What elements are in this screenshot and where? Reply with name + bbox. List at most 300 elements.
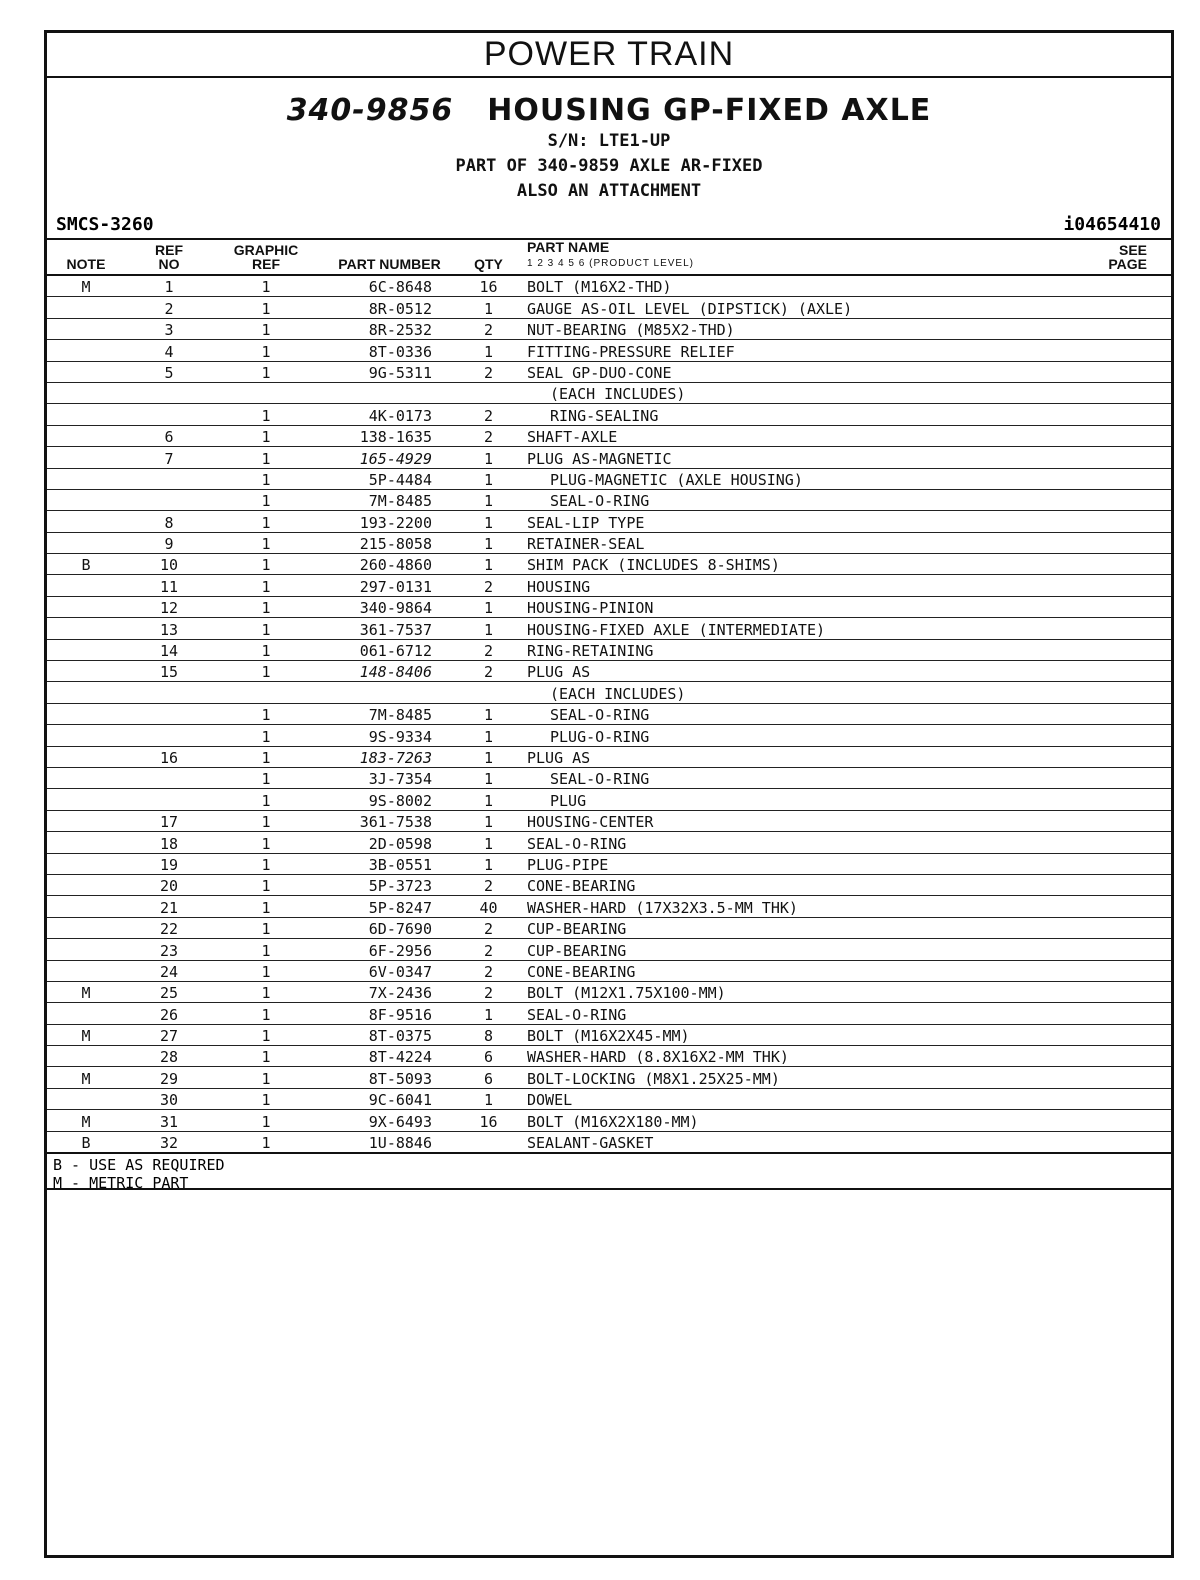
cell-note: M (47, 1110, 125, 1131)
cell-graphic-ref: 1 (213, 532, 319, 553)
cell-graphic-ref: 1 (213, 618, 319, 639)
cell-qty: 2 (460, 361, 517, 382)
cell-see-page (1057, 746, 1171, 767)
cell-see-page (1057, 489, 1171, 510)
cell-qty: 2 (460, 917, 517, 938)
cell-note (47, 682, 125, 703)
cell-note (47, 532, 125, 553)
cell-qty: 1 (460, 447, 517, 468)
cell-ref-no: 28 (125, 1046, 213, 1067)
cell-graphic-ref: 1 (213, 981, 319, 1002)
cell-graphic-ref: 1 (213, 917, 319, 938)
cell-see-page (1057, 1067, 1171, 1088)
cell-part-name: CUP-BEARING (517, 939, 1057, 960)
cell-see-page (1057, 425, 1171, 446)
column-ref-no: REF NO (125, 239, 213, 275)
serial-number: S/N: LTE1-UP (547, 131, 671, 151)
cell-note (47, 404, 125, 425)
cell-qty: 1 (460, 511, 517, 532)
cell-graphic-ref: 1 (213, 960, 319, 981)
cell-ref-no: 32 (125, 1131, 213, 1153)
table-row (47, 1067, 1171, 1088)
column-part-number: PART NUMBER (319, 239, 460, 275)
cell-graphic-ref: 1 (213, 789, 319, 810)
table-row (47, 767, 1171, 788)
cell-ref-no (125, 489, 213, 510)
table-row (47, 725, 1171, 746)
cell-graphic-ref: 1 (213, 939, 319, 960)
cell-see-page (1057, 725, 1171, 746)
cell-graphic-ref: 1 (213, 318, 319, 339)
cell-graphic-ref: 1 (213, 511, 319, 532)
cell-part-name: HOUSING-PINION (517, 596, 1057, 617)
table-row (47, 554, 1171, 575)
cell-graphic-ref: 1 (213, 1088, 319, 1109)
cell-graphic-ref: 1 (213, 639, 319, 660)
table-row (47, 682, 1171, 703)
table-row (47, 832, 1171, 853)
cell-part-number: 3B-0551 (319, 853, 460, 874)
cell-part-name: PLUG-MAGNETIC (AXLE HOUSING) (517, 468, 1057, 489)
cell-note (47, 917, 125, 938)
table-row (47, 1046, 1171, 1067)
cell-qty: 2 (460, 575, 517, 596)
cell-ref-no: 5 (125, 361, 213, 382)
cell-part-number: 061-6712 (319, 639, 460, 660)
cell-see-page (1057, 532, 1171, 553)
cell-note (47, 297, 125, 318)
cell-see-page (1057, 874, 1171, 895)
cell-part-number: 9C-6041 (319, 1088, 460, 1109)
cell-see-page (1057, 382, 1171, 403)
cell-note (47, 810, 125, 831)
cell-graphic-ref: 1 (213, 1024, 319, 1045)
cell-ref-no: 31 (125, 1110, 213, 1131)
table-row (47, 575, 1171, 596)
cell-part-number: 5P-4484 (319, 468, 460, 489)
cell-qty: 2 (460, 939, 517, 960)
cell-note (47, 639, 125, 660)
cell-qty (460, 682, 517, 703)
cell-graphic-ref: 1 (213, 275, 319, 297)
cell-part-number: 3J-7354 (319, 767, 460, 788)
cell-qty: 1 (460, 832, 517, 853)
cell-part-name: CONE-BEARING (517, 874, 1057, 895)
cell-see-page (1057, 1131, 1171, 1153)
cell-qty: 16 (460, 1110, 517, 1131)
cell-part-number: 6C-8648 (319, 275, 460, 297)
cell-ref-no: 14 (125, 639, 213, 660)
cell-ref-no (125, 703, 213, 724)
cell-part-number: 9S-8002 (319, 789, 460, 810)
cell-qty: 6 (460, 1046, 517, 1067)
cell-part-name: SEALANT-GASKET (517, 1131, 1057, 1153)
cell-part-number: 7X-2436 (319, 981, 460, 1002)
cell-ref-no: 22 (125, 917, 213, 938)
table-row (47, 960, 1171, 981)
cell-note (47, 382, 125, 403)
cell-ref-no: 25 (125, 981, 213, 1002)
cell-ref-no: 26 (125, 1003, 213, 1024)
cell-part-name: PLUG (517, 789, 1057, 810)
cell-part-number: 8R-2532 (319, 318, 460, 339)
table-row (47, 810, 1171, 831)
cell-part-number: 340-9864 (319, 596, 460, 617)
cell-qty: 1 (460, 746, 517, 767)
cell-part-name: HOUSING-CENTER (517, 810, 1057, 831)
table-row (47, 1110, 1171, 1131)
cell-part-name: BOLT (M16X2-THD) (517, 275, 1057, 297)
cell-part-number: 361-7538 (319, 810, 460, 831)
table-row (47, 639, 1171, 660)
cell-see-page (1057, 767, 1171, 788)
cell-graphic-ref: 1 (213, 340, 319, 361)
cell-note (47, 340, 125, 361)
cell-part-name: PLUG AS (517, 746, 1057, 767)
table-row (47, 275, 1171, 297)
cell-part-number: 8T-4224 (319, 1046, 460, 1067)
group-name: HOUSING GP-FIXED AXLE (487, 93, 932, 128)
cell-graphic-ref (213, 682, 319, 703)
cell-ref-no (125, 682, 213, 703)
cell-qty: 1 (460, 596, 517, 617)
cell-see-page (1057, 661, 1171, 682)
cell-see-page (1057, 917, 1171, 938)
cell-note (47, 767, 125, 788)
cell-graphic-ref: 1 (213, 1110, 319, 1131)
cell-part-number: 8T-0336 (319, 340, 460, 361)
cell-ref-no: 10 (125, 554, 213, 575)
cell-part-name: WASHER-HARD (17X32X3.5-MM THK) (517, 896, 1057, 917)
table-row (47, 532, 1171, 553)
table-row (47, 361, 1171, 382)
cell-note (47, 318, 125, 339)
cell-graphic-ref: 1 (213, 896, 319, 917)
cell-part-name: CONE-BEARING (517, 960, 1057, 981)
cell-part-name: PLUG-O-RING (517, 725, 1057, 746)
table-row (47, 896, 1171, 917)
cell-part-number: 8F-9516 (319, 1003, 460, 1024)
cell-ref-no: 23 (125, 939, 213, 960)
cell-part-name: PLUG AS (517, 661, 1057, 682)
cell-note (47, 425, 125, 446)
cell-part-name: RING-RETAINING (517, 639, 1057, 660)
cell-note (47, 468, 125, 489)
cell-see-page (1057, 789, 1171, 810)
table-row (47, 382, 1171, 403)
cell-see-page (1057, 960, 1171, 981)
table-row (47, 1024, 1171, 1045)
cell-part-name: SEAL-O-RING (517, 703, 1057, 724)
cell-part-number: 7M-8485 (319, 489, 460, 510)
cell-part-number: 9X-6493 (319, 1110, 460, 1131)
cell-note (47, 832, 125, 853)
cell-note (47, 1088, 125, 1109)
column-graphic-ref: GRAPHIC REF (213, 239, 319, 275)
cell-part-name: WASHER-HARD (8.8X16X2-MM THK) (517, 1046, 1057, 1067)
cell-part-number: 6F-2956 (319, 939, 460, 960)
cell-qty: 1 (460, 1003, 517, 1024)
cell-part-number: 9S-9334 (319, 725, 460, 746)
cell-qty: 1 (460, 340, 517, 361)
cell-see-page (1057, 639, 1171, 660)
cell-part-name: HOUSING-FIXED AXLE (INTERMEDIATE) (517, 618, 1057, 639)
cell-qty: 16 (460, 275, 517, 297)
cell-part-name: PLUG AS-MAGNETIC (517, 447, 1057, 468)
cell-part-name: SHAFT-AXLE (517, 425, 1057, 446)
cell-note (47, 746, 125, 767)
cell-see-page (1057, 596, 1171, 617)
cell-note: B (47, 1131, 125, 1153)
cell-qty: 1 (460, 618, 517, 639)
cell-note (47, 874, 125, 895)
group-title (47, 93, 1171, 129)
cell-see-page (1057, 318, 1171, 339)
cell-see-page (1057, 1003, 1171, 1024)
cell-ref-no: 6 (125, 425, 213, 446)
cell-qty: 1 (460, 554, 517, 575)
cell-see-page (1057, 575, 1171, 596)
cell-note (47, 618, 125, 639)
table-row (47, 939, 1171, 960)
cell-graphic-ref: 1 (213, 575, 319, 596)
cell-qty: 2 (460, 661, 517, 682)
column-qty: QTY (460, 239, 517, 275)
cell-see-page (1057, 618, 1171, 639)
cell-ref-no (125, 468, 213, 489)
cell-part-name: BOLT (M16X2X180-MM) (517, 1110, 1057, 1131)
cell-see-page (1057, 939, 1171, 960)
cell-qty: 1 (460, 489, 517, 510)
smcs-code: SMCS-3260 (56, 214, 154, 235)
cell-qty: 2 (460, 318, 517, 339)
cell-graphic-ref: 1 (213, 404, 319, 425)
cell-part-name: SEAL-O-RING (517, 1003, 1057, 1024)
cell-see-page (1057, 1110, 1171, 1131)
cell-ref-no: 29 (125, 1067, 213, 1088)
cell-part-name: SEAL-O-RING (517, 767, 1057, 788)
table-row (47, 318, 1171, 339)
table-row (47, 1131, 1171, 1153)
cell-ref-no (125, 725, 213, 746)
cell-see-page (1057, 1088, 1171, 1109)
cell-part-number: 260-4860 (319, 554, 460, 575)
cell-part-name: SEAL GP-DUO-CONE (517, 361, 1057, 382)
part-of-line: PART OF 340-9859 AXLE AR-FIXED (455, 156, 763, 176)
cell-qty: 1 (460, 468, 517, 489)
cell-part-number: 8T-0375 (319, 1024, 460, 1045)
cell-graphic-ref: 1 (213, 489, 319, 510)
cell-qty: 2 (460, 404, 517, 425)
cell-part-number: 193-2200 (319, 511, 460, 532)
cell-qty (460, 1131, 517, 1153)
cell-part-number: 297-0131 (319, 575, 460, 596)
cell-see-page (1057, 832, 1171, 853)
cell-ref-no: 12 (125, 596, 213, 617)
cell-qty: 2 (460, 425, 517, 446)
cell-ref-no: 24 (125, 960, 213, 981)
cell-ref-no (125, 382, 213, 403)
cell-part-number: 4K-0173 (319, 404, 460, 425)
cell-part-name: (EACH INCLUDES) (517, 682, 1057, 703)
note-m: M - METRIC PART (53, 1174, 189, 1193)
cell-ref-no: 18 (125, 832, 213, 853)
cell-note (47, 596, 125, 617)
column-part-name: PART NAME 1 2 3 4 5 6 (PRODUCT LEVEL) (517, 239, 1057, 275)
cell-qty: 1 (460, 853, 517, 874)
cell-graphic-ref: 1 (213, 596, 319, 617)
cell-see-page (1057, 682, 1171, 703)
cell-see-page (1057, 468, 1171, 489)
cell-graphic-ref: 1 (213, 1003, 319, 1024)
cell-ref-no: 7 (125, 447, 213, 468)
cell-note (47, 361, 125, 382)
cell-ref-no: 17 (125, 810, 213, 831)
cell-graphic-ref: 1 (213, 554, 319, 575)
cell-see-page (1057, 810, 1171, 831)
cell-ref-no: 16 (125, 746, 213, 767)
cell-note (47, 575, 125, 596)
cell-see-page (1057, 340, 1171, 361)
cell-qty: 1 (460, 810, 517, 831)
cell-graphic-ref: 1 (213, 661, 319, 682)
cell-see-page (1057, 896, 1171, 917)
cell-graphic-ref: 1 (213, 1067, 319, 1088)
cell-graphic-ref: 1 (213, 468, 319, 489)
cell-qty: 6 (460, 1067, 517, 1088)
table-row (47, 425, 1171, 446)
cell-see-page (1057, 981, 1171, 1002)
cell-qty: 1 (460, 767, 517, 788)
cell-qty: 2 (460, 960, 517, 981)
cell-ref-no: 30 (125, 1088, 213, 1109)
table-row (47, 468, 1171, 489)
cell-graphic-ref: 1 (213, 874, 319, 895)
cell-part-number: 361-7537 (319, 618, 460, 639)
table-row (47, 511, 1171, 532)
cell-graphic-ref: 1 (213, 746, 319, 767)
cell-part-number: 5P-3723 (319, 874, 460, 895)
table-row (47, 981, 1171, 1002)
cell-part-number: 1U-8846 (319, 1131, 460, 1153)
cell-see-page (1057, 554, 1171, 575)
cell-see-page (1057, 703, 1171, 724)
section-title: POWER TRAIN (47, 33, 1171, 78)
column-see-page: SEE PAGE (1057, 239, 1171, 275)
cell-see-page (1057, 1046, 1171, 1067)
table-row (47, 917, 1171, 938)
cell-part-name: CUP-BEARING (517, 917, 1057, 938)
cell-part-number (319, 682, 460, 703)
cell-note (47, 1046, 125, 1067)
table-row (47, 618, 1171, 639)
cell-see-page (1057, 361, 1171, 382)
cell-qty: 8 (460, 1024, 517, 1045)
column-note: NOTE (47, 239, 125, 275)
cell-see-page (1057, 853, 1171, 874)
cell-graphic-ref: 1 (213, 725, 319, 746)
table-row (47, 874, 1171, 895)
parts-page (44, 30, 1174, 1558)
cell-part-number: 2D-0598 (319, 832, 460, 853)
table-row (47, 340, 1171, 361)
cell-ref-no: 2 (125, 297, 213, 318)
cell-graphic-ref: 1 (213, 361, 319, 382)
cell-see-page (1057, 297, 1171, 318)
parts-table (47, 238, 1171, 1154)
cell-part-number: 148-8406 (319, 661, 460, 682)
cell-note (47, 703, 125, 724)
cell-part-name: SEAL-LIP TYPE (517, 511, 1057, 532)
cell-part-number: 6D-7690 (319, 917, 460, 938)
cell-ref-no: 8 (125, 511, 213, 532)
cell-note (47, 511, 125, 532)
table-row (47, 297, 1171, 318)
cell-ref-no (125, 767, 213, 788)
cell-note (47, 896, 125, 917)
cell-ref-no: 11 (125, 575, 213, 596)
cell-note: B (47, 554, 125, 575)
cell-note (47, 939, 125, 960)
group-header (47, 93, 1171, 204)
cell-graphic-ref: 1 (213, 1046, 319, 1067)
table-row (47, 703, 1171, 724)
cell-qty: 1 (460, 703, 517, 724)
cell-graphic-ref: 1 (213, 1131, 319, 1153)
notes-legend (47, 1154, 1171, 1193)
cell-qty: 40 (460, 896, 517, 917)
note-b: B - USE AS REQUIRED (53, 1156, 225, 1175)
cell-graphic-ref: 1 (213, 810, 319, 831)
cell-graphic-ref: 1 (213, 853, 319, 874)
cell-ref-no: 4 (125, 340, 213, 361)
cell-ref-no (125, 789, 213, 810)
cell-part-number: 138-1635 (319, 425, 460, 446)
cell-part-number (319, 382, 460, 403)
cell-ref-no: 3 (125, 318, 213, 339)
cell-note (47, 1003, 125, 1024)
cell-part-number: 9G-5311 (319, 361, 460, 382)
cell-ref-no: 15 (125, 661, 213, 682)
cell-part-name: RING-SEALING (517, 404, 1057, 425)
table-row (47, 853, 1171, 874)
cell-ref-no: 19 (125, 853, 213, 874)
cell-ref-no: 27 (125, 1024, 213, 1045)
cell-graphic-ref: 1 (213, 767, 319, 788)
cell-note (47, 489, 125, 510)
cell-part-name: BOLT (M12X1.75X100-MM) (517, 981, 1057, 1002)
cell-ref-no: 13 (125, 618, 213, 639)
code-line (47, 214, 1171, 238)
table-row (47, 1088, 1171, 1109)
table-row (47, 447, 1171, 468)
cell-see-page (1057, 511, 1171, 532)
cell-note (47, 789, 125, 810)
cell-part-name: SEAL-O-RING (517, 489, 1057, 510)
cell-see-page (1057, 1024, 1171, 1045)
table-header (47, 239, 1171, 275)
cell-qty: 2 (460, 874, 517, 895)
cell-part-number: 5P-8247 (319, 896, 460, 917)
table-row (47, 661, 1171, 682)
cell-note: M (47, 981, 125, 1002)
cell-part-name: GAUGE AS-OIL LEVEL (DIPSTICK) (AXLE) (517, 297, 1057, 318)
table-row (47, 596, 1171, 617)
cell-ref-no: 20 (125, 874, 213, 895)
group-part-number: 340-9856 (286, 93, 454, 128)
cell-see-page (1057, 404, 1171, 425)
cell-ref-no (125, 404, 213, 425)
